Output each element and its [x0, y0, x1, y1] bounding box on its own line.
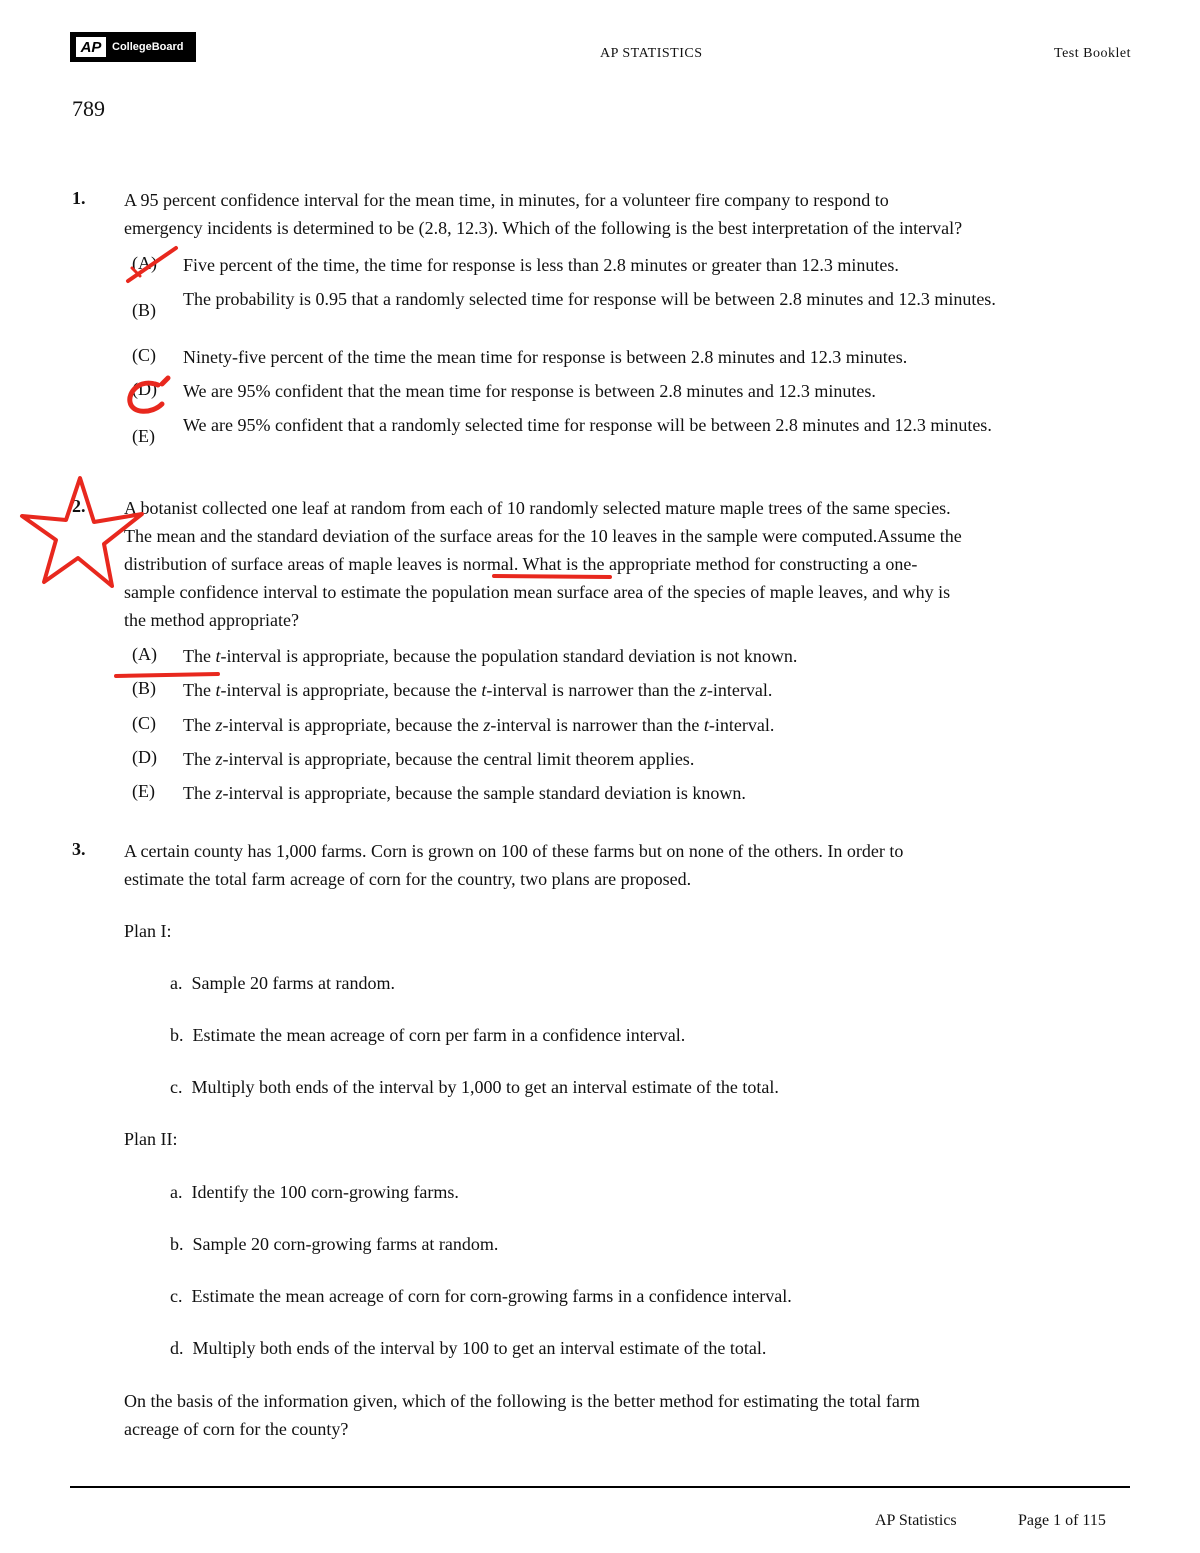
question-3-stem	[124, 837, 903, 893]
plan-1-step-c: c. Multiply both ends of the interval by 1,000 to get an interval estimate of the total.	[170, 1077, 779, 1097]
choice-1e-text: We are 95% confident that a randomly selected time for response will be between 2.8 minutes and 12.3 minutes.	[183, 415, 992, 435]
stem-line: A 95 percent confidence interval for the mean time, in minutes, for a volunteer fire company to respond to	[124, 190, 889, 210]
plan-2-step-b: b. Sample 20 corn-growing farms at random.	[170, 1234, 499, 1254]
stem-line: distribution of surface areas of maple leaves is normal. What is the appropriate method for constructing a one-	[124, 554, 918, 574]
question-1-number: 1.	[72, 188, 86, 208]
choice-1d-text: We are 95% confident that the mean time for response is between 2.8 minutes and 12.3 minutes.	[183, 381, 876, 401]
plan-1-title: Plan I:	[124, 921, 172, 941]
footer-course: AP Statistics	[875, 1512, 957, 1529]
closing-line: acreage of corn for the county?	[124, 1419, 349, 1439]
question-3-number: 3.	[72, 839, 86, 859]
choice-2c-letter: (C)	[132, 713, 156, 733]
stem-line: A certain county has 1,000 farms. Corn is grown on 100 of these farms but on none of the others. In order to	[124, 841, 904, 861]
ap-collegeboard-logo	[70, 32, 196, 62]
choice-1c-text: Ninety-five percent of the time the mean time for response is between 2.8 minutes and 12.3 minutes.	[183, 347, 908, 367]
plan-1-step-b: b. Estimate the mean acreage of corn per farm in a confidence interval.	[170, 1025, 686, 1045]
choice-2d-letter: (D)	[132, 747, 157, 767]
stem-line: estimate the total farm acreage of corn for the country, two plans are proposed.	[124, 869, 692, 889]
choice-1a-letter: (A)	[132, 253, 157, 273]
choice-1a-text: Five percent of the time, the time for response is less than 2.8 minutes or greater than 12.3 minutes.	[183, 255, 899, 275]
choice-1d-letter: (D)	[132, 379, 157, 399]
choice-2d-text: The z-interval is appropriate, because the central limit theorem applies.	[183, 749, 695, 769]
question-3-closing	[124, 1387, 920, 1443]
question-2-stem	[124, 494, 962, 634]
choice-1b-letter: (B)	[132, 300, 156, 320]
stem-line: the method appropriate?	[124, 610, 299, 630]
choice-2a-letter: (A)	[132, 644, 157, 664]
stem-line: The mean and the standard deviation of the surface areas for the 10 leaves in the sample were computed.Assume the	[124, 526, 962, 546]
plan-2-step-c: c. Estimate the mean acreage of corn for corn-growing farms in a confidence interval.	[170, 1286, 792, 1306]
choice-1e-letter: (E)	[132, 426, 155, 446]
choice-2a-text: The t-interval is appropriate, because the population standard deviation is not known.	[183, 646, 798, 666]
plan-2-step-d: d. Multiply both ends of the interval by 100 to get an interval estimate of the total.	[170, 1338, 767, 1358]
question-2-number: 2.	[72, 496, 86, 516]
header-booklet-label: Test Booklet	[1054, 46, 1131, 61]
choice-2b-text: The t-interval is appropriate, because the t-interval is narrower than the z-interval.	[183, 680, 773, 700]
underline-choice-2a	[116, 674, 218, 676]
plan-2-title: Plan II:	[124, 1129, 178, 1149]
choice-2e-letter: (E)	[132, 781, 155, 801]
choice-1b-text: The probability is 0.95 that a randomly selected time for response will be between 2.8 minutes and 12.3 minutes.	[183, 289, 996, 309]
question-1-stem	[124, 186, 962, 242]
ap-logo-mark: AP	[76, 37, 106, 57]
choice-1c-letter: (C)	[132, 345, 156, 365]
closing-line: On the basis of the information given, which of the following is the better method for estimating the total farm	[124, 1391, 920, 1411]
footer-rule	[70, 1486, 1130, 1488]
collegeboard-logo-text: CollegeBoard	[112, 41, 184, 53]
stem-line: A botanist collected one leaf at random from each of 10 randomly selected mature maple trees of the same species.	[124, 498, 951, 518]
stem-line: emergency incidents is determined to be (2.8, 12.3). Which of the following is the best interpretation of the interval?	[124, 218, 963, 238]
choice-2b-letter: (B)	[132, 678, 156, 698]
header-title: AP STATISTICS	[600, 46, 703, 61]
stem-line: sample confidence interval to estimate the population mean surface area of the species of maple leaves, and why is	[124, 582, 951, 602]
choice-2e-text: The z-interval is appropriate, because the sample standard deviation is known.	[183, 783, 746, 803]
plan-1-step-a: a. Sample 20 farms at random.	[170, 973, 395, 993]
plan-2-step-a: a. Identify the 100 corn-growing farms.	[170, 1182, 459, 1202]
choice-2c-text: The z-interval is appropriate, because the z-interval is narrower than the t-interval.	[183, 715, 775, 735]
page-label: 789	[72, 96, 105, 121]
footer-page-number: Page 1 of 115	[1018, 1512, 1106, 1529]
